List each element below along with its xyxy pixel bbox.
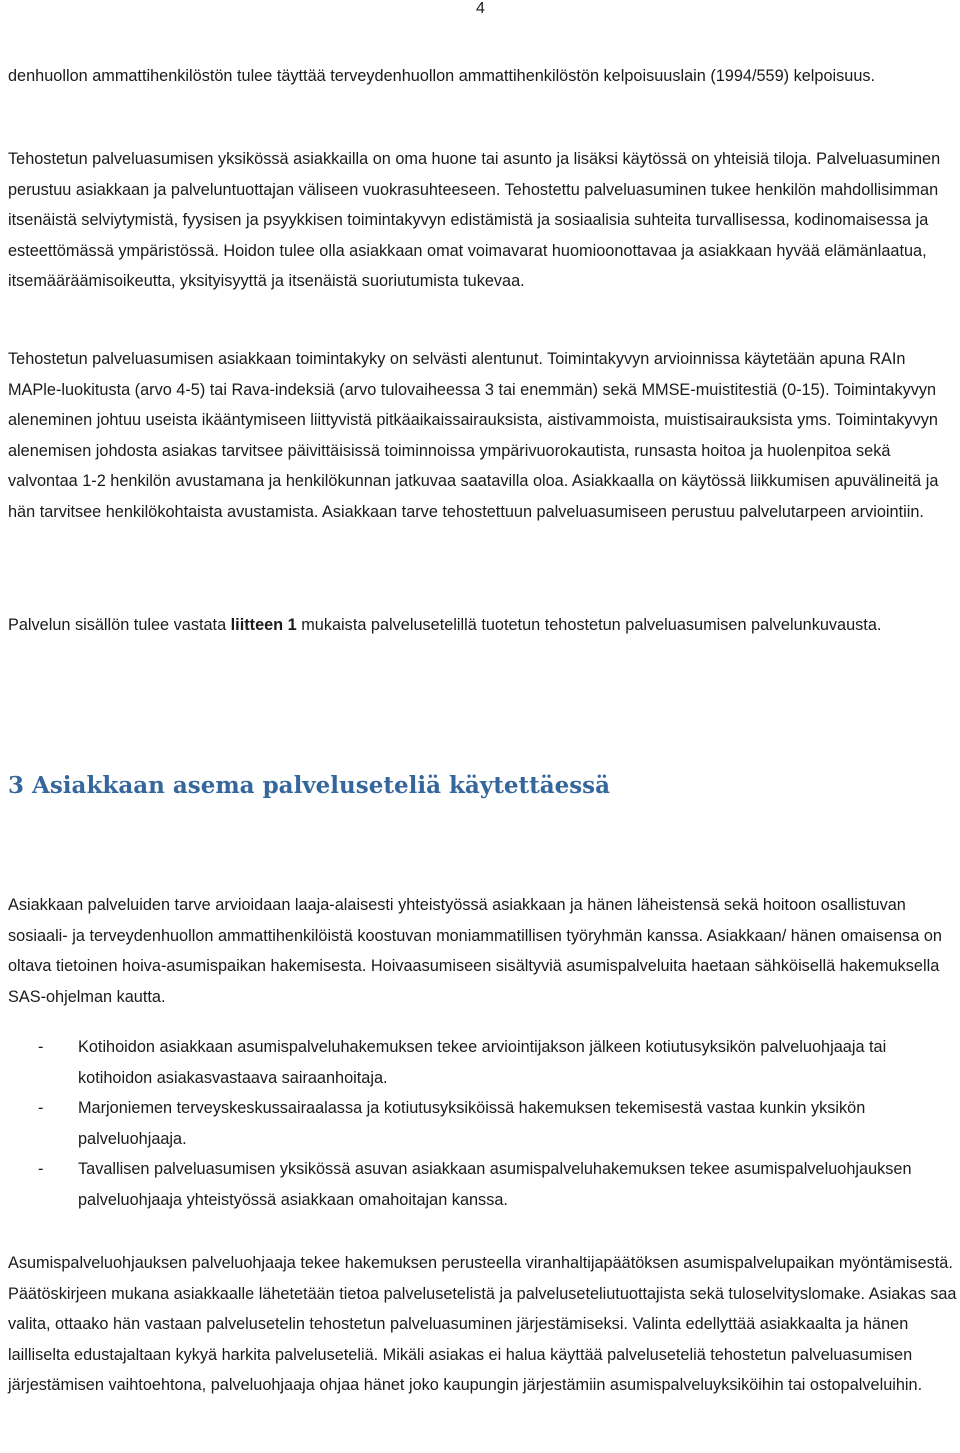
page-number: 4 [476, 0, 485, 17]
list-item [8, 1093, 958, 1154]
bullet-dash: - [38, 1038, 44, 1056]
list-item [8, 1032, 958, 1093]
appendix-reference: liitteen 1 [230, 616, 297, 634]
paragraph-housing-unit: Tehostetun palveluasumisen yksikössä asiakkailla on oma huone tai asunto ja lisäksi käytössä on yhteisiä tiloja. Palveluasuminen perustuu asiakkaan ja palveluntuottajan väliseen vuokrasuhteeseen. Tehostettu palveluasuminen tukee henkilön mahdollisimman itsenäistä selviytymistä, fyysisen ja psyykkisen toimintakyvyn edistämistä ja sosiaalisia suhteita turvallisessa, kodinomaisessa ja esteettömässä ympäristössä. Hoidon tulee olla asiakkaan omat voimavarat huomioonottavaa ja asiakkaan hyvää elämänlaatua, itsemääräämisoikeutta, yksityisyyttä ja itsenäistä suoriutumista tukevaa. [8, 150, 941, 290]
list-item-text: Tavallisen palveluasumisen yksikössä asuvan asiakkaan asumispalveluhakemuksen tekee asumispalveluohjauksen palveluohjaaja yhteistyössä asiakkaan omahoitajan kanssa. [78, 1160, 912, 1209]
section-heading: 3 Asiakkaan asema palveluseteliä käytettäessä [8, 772, 611, 799]
service-content-text-start: Palvelun sisällön tulee vastata [8, 616, 231, 634]
paragraph-needs-assessment: Asiakkaan palveluiden tarve arvioidaan laaja-alaisesti yhteistyössä asiakkaan ja hänen läheistensä sekä hoitoon osallistuvan sosiaali- ja terveydenhuollon ammattihenkilöistä koostuvan moniammatillisen työryhmän kanssa. Asiakkaan/ hänen omaisensa on oltava tietoinen hoiva-asumispaikan hakemisesta. Hoivaasumiseen sisältyviä asumispalveluita haetaan sähköisellä hakemuksella SAS-ohjelman kautta. [8, 896, 942, 1006]
paragraph-service-content [8, 610, 958, 641]
service-content-text-end: mukaista palvelusetelillä tuotetun tehostetun palveluasumisen palvelunkuvausta. [296, 616, 882, 634]
paragraph-functional-capacity: Tehostetun palveluasumisen asiakkaan toimintakyky on selvästi alentunut. Toimintakyvyn arvioinnissa käytetään apuna RAIn MAPle-luokitusta (arvo 4-5) tai Rava-indeksiä (arvo tulovaiheessa 3 tai enemmän) sekä MMSE-muistitestiä (0-15). Toimintakyvyn aleneminen johtuu useista ikääntymiseen liittyvistä pitkäaikaissairauksista, aistivammoista, muistisairauksista yms. Toimintakyvyn alenemisen johdosta asiakas tarvitsee päivittäisissä toiminnoissa ympärivuorokautista, runsasta hoitoa ja huolenpitoa sekä valvontaa 1-2 henkilön avustamana ja henkilökunnan jatkuvaa saatavilla oloa. Asiakkaalla on käytössä liikkumisen apuvälineitä ja hän tarvitsee henkilökohtaista avustamista. Asiakkaan tarve tehostettuun palveluasumiseen perustuu palvelutarpeen arviointiin. [8, 350, 939, 521]
list-item [8, 1154, 958, 1215]
paragraph-decision: Asumispalveluohjauksen palveluohjaaja tekee hakemuksen perusteella viranhaltijapäätöksen asumispalvelupaikan myöntämisestä. Päätöskirjeen mukana asiakkaalle lähetetään tietoa palvelusetelistä ja palveluseteliutuottajista sekä tuloselvityslomake. Asiakas saa valita, ottaako hän vastaan palvelusetelin tehostetun palveluasuminen järjestämiseksi. Valinta edellyttää asiakkaalta ja hänen lailliselta edustajaltaan kykyä harkita palveluseteliä. Mikäli asiakas ei halua käyttää palveluseteliä tehostetun palveluasumisen järjestämisen vaihtoehtona, palveluohjaaja ohjaa hänet joko kaupungin järjestämiin asumispalveluyksiköihin tai ostopalveluihin. [8, 1254, 957, 1394]
list-item-text: Marjoniemen terveyskeskussairaalassa ja kotiutusyksiköissä hakemuksen tekemisestä vastaa kunkin yksikön palveluohjaaja. [78, 1099, 866, 1148]
paragraph-qualification: denhuollon ammattihenkilöstön tulee täyttää terveydenhuollon ammattihenkilöstön kelpoisuuslain (1994/559) kelpoisuus. [8, 67, 876, 85]
application-responsibility-list [8, 1032, 958, 1215]
list-item-text: Kotihoidon asiakkaan asumispalveluhakemuksen tekee arviointijakson jälkeen kotiutusyksikön palveluohjaaja tai kotihoidon asiakasvastaava sairaanhoitaja. [78, 1038, 887, 1087]
bullet-dash: - [38, 1099, 44, 1117]
bullet-dash: - [38, 1160, 44, 1178]
